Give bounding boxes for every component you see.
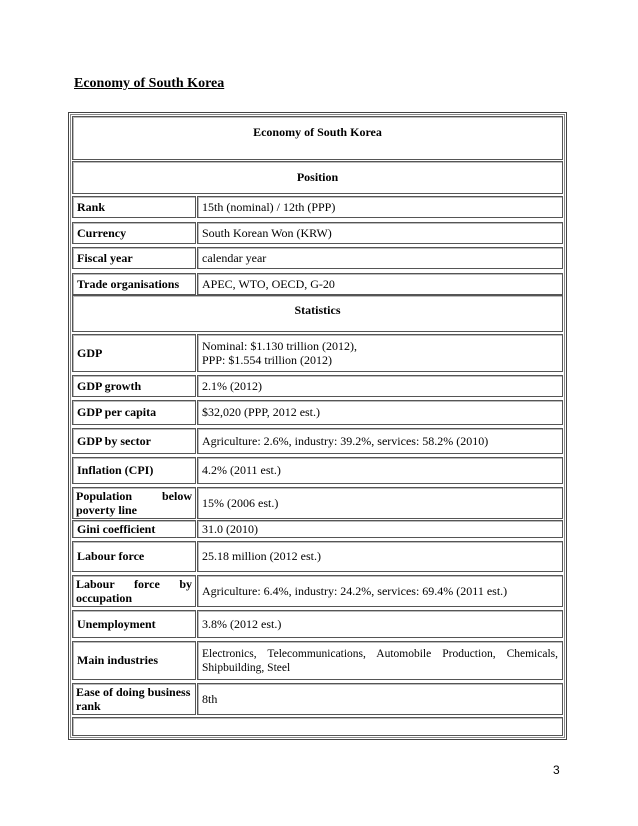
industries-line1: Electronics, Telecommunications, Automobile Production, Chemicals, xyxy=(202,647,558,660)
gdp-nominal: Nominal: $1.130 trillion (2012), xyxy=(202,339,357,353)
gdp-ppp: PPP: $1.554 trillion (2012) xyxy=(202,353,333,367)
poverty-label-line1: Population below xyxy=(76,489,192,503)
position-header-block xyxy=(72,161,563,194)
page-number: 3 xyxy=(553,763,560,777)
row-label-gdp-per-capita: GDP per capita xyxy=(72,400,196,425)
row-value-inflation: 4.2% (2011 est.) xyxy=(197,457,563,484)
row-label-gdp: GDP xyxy=(72,334,196,372)
page-heading: Economy of South Korea xyxy=(74,76,225,91)
poverty-label-line2: poverty line xyxy=(76,503,137,517)
row-label-ease-of-business xyxy=(72,683,196,715)
row-label-gini: Gini coefficient xyxy=(72,520,196,538)
row-value-gdp-per-capita: $32,020 (PPP, 2012 est.) xyxy=(197,400,563,425)
table-title: Economy of South Korea xyxy=(253,125,382,139)
row-label-gdp-growth: GDP growth xyxy=(72,375,196,397)
row-value-fiscal-year: calendar year xyxy=(197,247,563,269)
ease-label-line2: rank xyxy=(76,699,101,713)
row-value-poverty-line: 15% (2006 est.) xyxy=(197,487,563,519)
row-value-gdp-growth: 2.1% (2012) xyxy=(197,375,563,397)
row-label-currency: Currency xyxy=(72,222,196,244)
industries-line2: Shipbuilding, Steel xyxy=(202,661,291,674)
table-title-block xyxy=(72,116,563,160)
row-value-ease-of-business: 8th xyxy=(197,683,563,715)
row-value-currency: South Korean Won (KRW) xyxy=(197,222,563,244)
position-header: Position xyxy=(296,170,339,184)
row-value-gdp-by-sector: Agriculture: 2.6%, industry: 39.2%, services: 58.2% (2010) xyxy=(197,428,563,454)
row-label-fiscal-year: Fiscal year xyxy=(72,247,196,269)
row-value-trade-organisations: APEC, WTO, OECD, G-20 xyxy=(197,273,563,295)
row-label-gdp-by-sector: GDP by sector xyxy=(72,428,196,454)
row-value-labour-force: 25.18 million (2012 est.) xyxy=(197,541,563,572)
occupation-label-line2: occupation xyxy=(76,591,133,605)
row-label-unemployment: Unemployment xyxy=(72,610,196,638)
statistics-header-block xyxy=(72,295,563,332)
row-value-unemployment: 3.8% (2012 est.) xyxy=(197,610,563,638)
row-label-poverty-line xyxy=(72,487,196,519)
ease-label-line1: Ease of doing business xyxy=(76,685,191,699)
row-label-labour-occupation xyxy=(72,575,196,607)
statistics-header: Statistics xyxy=(294,303,341,317)
occupation-label-line1: Labour force by xyxy=(76,577,192,591)
row-value-gdp xyxy=(197,334,563,372)
row-label-labour-force: Labour force xyxy=(72,541,196,572)
row-value-labour-occupation: Agriculture: 6.4%, industry: 24.2%, services: 69.4% (2011 est.) xyxy=(197,575,563,607)
row-label-main-industries: Main industries xyxy=(72,641,196,680)
row-value-rank: 15th (nominal) / 12th (PPP) xyxy=(197,196,563,218)
table-footer-empty xyxy=(72,717,563,736)
row-label-trade-organisations: Trade organisations xyxy=(72,273,196,295)
row-value-main-industries xyxy=(197,641,563,680)
row-value-gini: 31.0 (2010) xyxy=(197,520,563,538)
row-label-inflation: Inflation (CPI) xyxy=(72,457,196,484)
row-label-rank: Rank xyxy=(72,196,196,218)
